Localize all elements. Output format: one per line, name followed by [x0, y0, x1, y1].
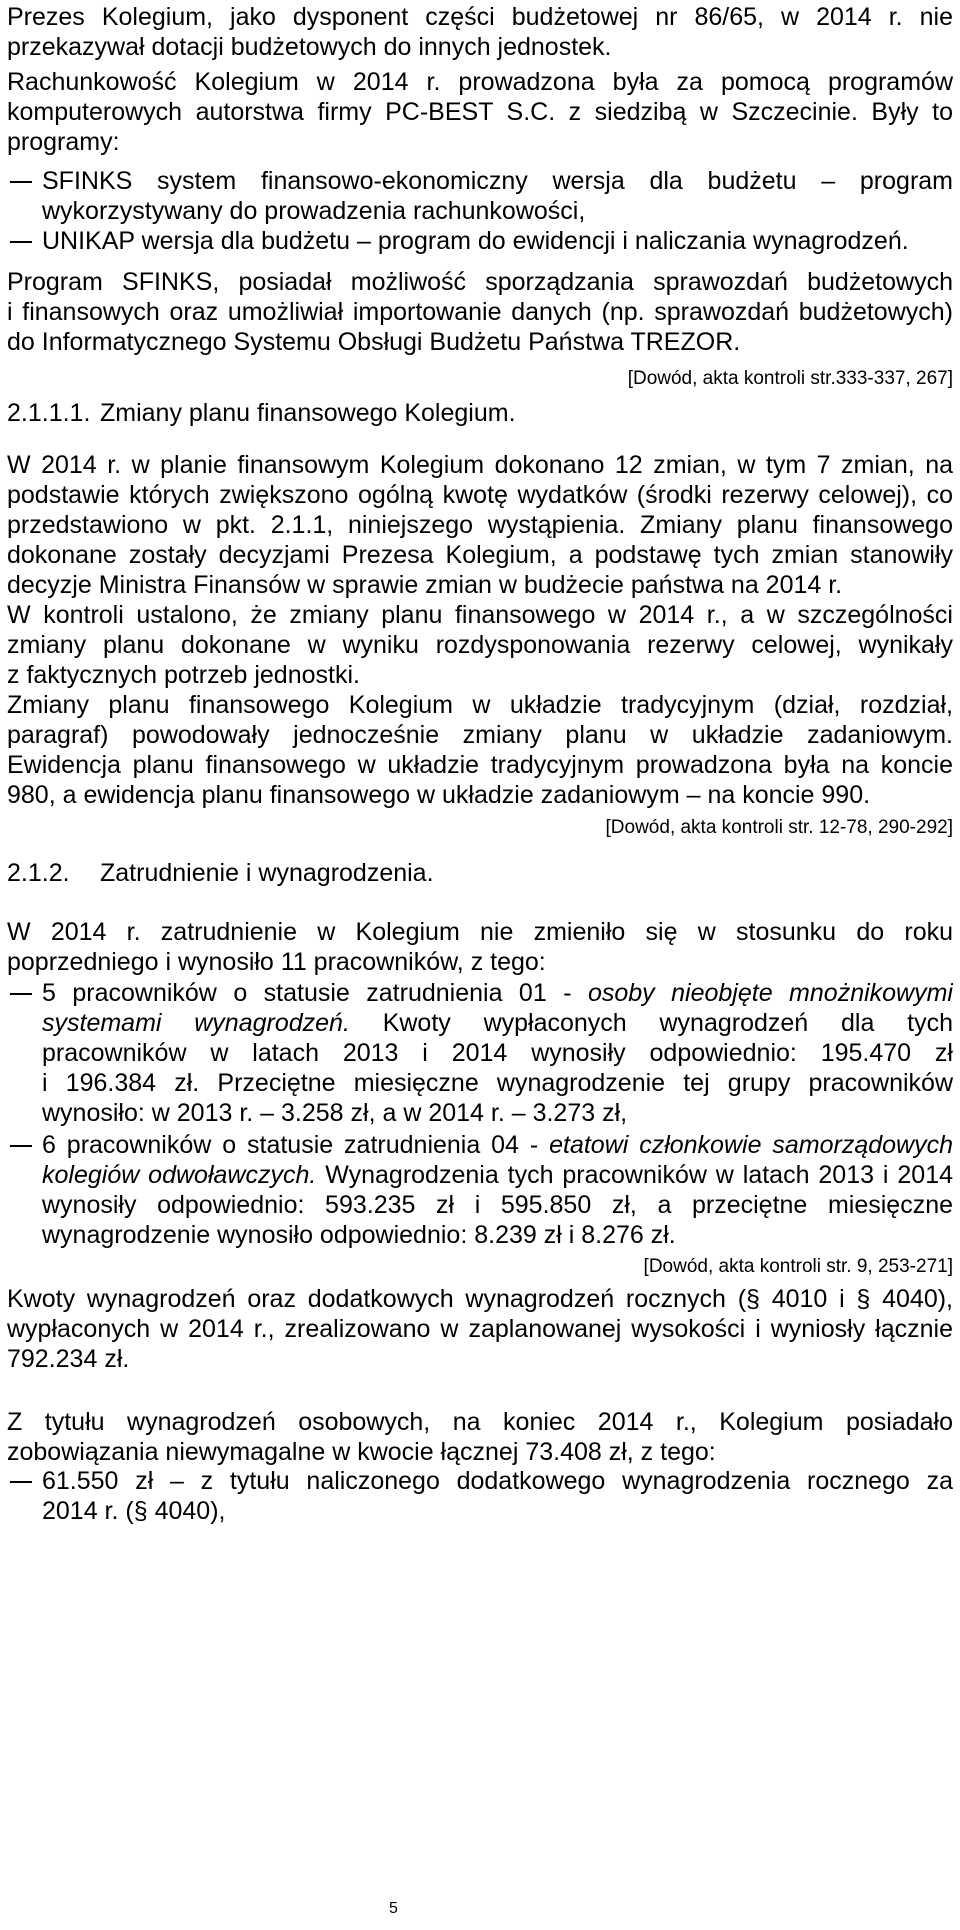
- paragraph-line: poprzedniego i wynosiło 11 pracowników, z tego:: [7, 948, 546, 976]
- paragraph-line: przedstawiono w pkt. 2.1.1, niniejszego wystąpienia. Zmiany planu finansowego: [7, 511, 953, 539]
- section-number: 2.1.1.1.: [7, 399, 91, 427]
- bullet-line: 2014 r. (§ 4040),: [42, 1497, 226, 1525]
- paragraph-line: zmiany planu dokonane w wyniku rozdysponowania rezerwy celowej, wynikały: [7, 631, 953, 659]
- bullet-line: wynagrodzenie wynosiło odpowiednio: 8.239 zł i 8.276 zł.: [42, 1221, 676, 1249]
- paragraph-line: Ewidencja planu finansowego w układzie tradycyjnym prowadzona była na koncie: [7, 751, 953, 779]
- paragraph-line: zobowiązania niewymagalne w kwocie łącznej 73.408 zł, z tego:: [7, 1438, 716, 1466]
- evidence-reference: [Dowód, akta kontroli str. 12-78, 290-292]: [605, 817, 953, 838]
- paragraph-line: przekazywał dotacji budżetowych do innych jednostek.: [7, 33, 612, 61]
- bullet-line: 61.550 zł – z tytułu naliczonego dodatkowego wynagrodzenia rocznego za: [42, 1467, 953, 1495]
- bullet-line: pracowników w latach 2013 i 2014 wynosiły odpowiednio: 195.470 zł: [42, 1039, 953, 1067]
- paragraph-line: decyzje Ministra Finansów w sprawie zmian w budżecie państwa na 2014 r.: [7, 571, 843, 599]
- page-number: 5: [389, 1900, 398, 1917]
- bullet-line: SFINKS system finansowo-ekonomiczny wersja dla budżetu – program: [42, 167, 953, 195]
- bullet-dash: [10, 1481, 32, 1483]
- paragraph-line: wypłaconych w 2014 r., zrealizowano w zaplanowanej wysokości i wyniosły łącznie: [7, 1315, 953, 1343]
- paragraph-line: Z tytułu wynagrodzeń osobowych, na koniec 2014 r., Kolegium posiadało: [7, 1408, 953, 1436]
- section-heading: Zatrudnienie i wynagrodzenia.: [100, 859, 434, 887]
- section-heading: Zmiany planu finansowego Kolegium.: [100, 399, 516, 427]
- paragraph-line: Prezes Kolegium, jako dysponent części budżetowej nr 86/65, w 2014 r. nie: [7, 3, 953, 31]
- paragraph-line: komputerowych autorstwa firmy PC-BEST S.C. z siedzibą w Szczecinie. Były to: [7, 98, 953, 126]
- paragraph-line: Kwoty wynagrodzeń oraz dodatkowych wynagrodzeń rocznych (§ 4010 i § 4040),: [7, 1285, 953, 1313]
- paragraph-line: i finansowych oraz umożliwiał importowanie danych (np. sprawozdań budżetowych): [7, 298, 953, 326]
- paragraph-line: programy:: [7, 128, 120, 156]
- paragraph-line: dokonane zostały decyzjami Prezesa Kolegium, a podstawę tych zmian stanowiły: [7, 541, 953, 569]
- bullet-line: wynosiły odpowiednio: 593.235 zł i 595.850 zł, a przeciętne miesięczne: [42, 1191, 953, 1219]
- bullet-dash: [10, 241, 32, 243]
- bullet-line: i 196.384 zł. Przeciętne miesięczne wynagrodzenie tej grupy pracowników: [42, 1069, 953, 1097]
- bullet-line: wykorzystywany do prowadzenia rachunkowości,: [42, 197, 586, 225]
- paragraph-line: podstawie których zwiększono ogólną kwotę wydatków (środki rezerwy celowej), co: [7, 481, 953, 509]
- paragraph-line: W 2014 r. zatrudnienie w Kolegium nie zmieniło się w stosunku do roku: [7, 918, 953, 946]
- bullet-dash: [10, 181, 32, 183]
- paragraph-line: W kontroli ustalono, że zmiany planu finansowego w 2014 r., a w szczególności: [7, 601, 953, 629]
- section-number: 2.1.2.: [7, 859, 70, 887]
- evidence-reference: [Dowód, akta kontroli str. 9, 253-271]: [643, 1256, 953, 1277]
- bullet-line: kolegiów odwoławczych. Wynagrodzenia tych pracowników w latach 2013 i 2014: [42, 1161, 953, 1189]
- bullet-line: systemami wynagrodzeń. Kwoty wypłaconych wynagrodzeń dla tych: [42, 1009, 953, 1037]
- paragraph-line: 980, a ewidencja planu finansowego w układzie zadaniowym – na koncie 990.: [7, 781, 871, 809]
- paragraph-line: paragraf) powodowały jednocześnie zmiany planu w układzie zadaniowym.: [7, 721, 953, 749]
- bullet-line: wynosiło: w 2013 r. – 3.258 zł, a w 2014 r. – 3.273 zł,: [42, 1099, 628, 1127]
- bullet-line: 5 pracowników o statusie zatrudnienia 01 - osoby nieobjęte mnożnikowymi: [42, 979, 953, 1007]
- bullet-dash: [10, 1145, 32, 1147]
- bullet-line: UNIKAP wersja dla budżetu – program do ewidencji i naliczania wynagrodzeń.: [42, 227, 909, 255]
- paragraph-line: Program SFINKS, posiadał możliwość sporządzania sprawozdań budżetowych: [7, 268, 953, 296]
- bullet-line: 6 pracowników o statusie zatrudnienia 04 - etatowi członkowie samorządowych: [42, 1131, 953, 1159]
- paragraph-line: Zmiany planu finansowego Kolegium w układzie tradycyjnym (dział, rozdział,: [7, 691, 953, 719]
- bullet-dash: [10, 993, 32, 995]
- paragraph-line: Rachunkowość Kolegium w 2014 r. prowadzona była za pomocą programów: [7, 68, 953, 96]
- paragraph-line: z faktycznych potrzeb jednostki.: [7, 661, 360, 689]
- evidence-reference: [Dowód, akta kontroli str.333-337, 267]: [627, 368, 953, 389]
- paragraph-line: do Informatycznego Systemu Obsługi Budżetu Państwa TREZOR.: [7, 328, 741, 356]
- paragraph-line: W 2014 r. w planie finansowym Kolegium dokonano 12 zmian, w tym 7 zmian, na: [7, 451, 953, 479]
- paragraph-line: 792.234 zł.: [7, 1345, 130, 1373]
